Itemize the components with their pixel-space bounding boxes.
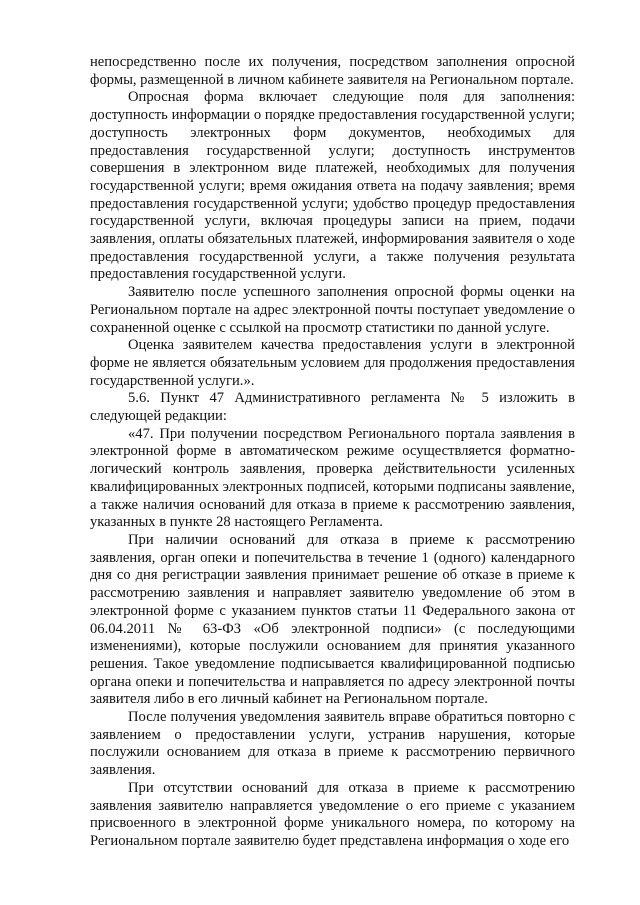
paragraph-survey-fields: Опросная форма включает следующие поля для заполнения: доступность информации о порядке предоставления государственной услуги; доступность электронных форм документов, необходимых для предоставления государственной услуги; доступность инструментов совершения в электронном виде платежей, необходимых для получения государственной услуги; время ожидания ответа на подачу заявления; время предоставления государственной услуги; удобство процедур предоставления государственной услуги, включая процедуры записи на прием, подачи заявления, оплаты обязательных платежей, информирования заявителя о ходе предоставления государственной услуги, а также получения результата предоставления государственной услуги.: [90, 89, 575, 283]
paragraph-notification: Заявителю после успешного заполнения опросной формы оценки на Региональном портале на адрес электронной почты поступает уведомление о сохраненной оценке с ссылкой на просмотр статистики по данной услуге.: [90, 284, 575, 336]
paragraph-continuation: непосредственно после их получения, посредством заполнения опросной формы, размещенной в личном кабинете заявителя на Региональном портале.: [90, 54, 575, 88]
paragraph-evaluation: Оценка заявителем качества предоставления услуги в электронной форме не является обязательным условием для продолжения предоставления государственной услуги.».: [90, 337, 575, 389]
paragraph-refusal-grounds: При наличии оснований для отказа в приеме к рассмотрению заявления, орган опеки и попечительства в течение 1 (одного) календарного дня со дня регистрации заявления принимает решение об отказе в приеме к рассмотрению заявления и направляет заявителю уведомление об этом в электронной форме с указанием пунктов статьи 11 Федерального закона от 06.04.2011 № 63-ФЗ «Об электронной подписи» (с последующими изменениями), которые послужили основанием для принятия указанного решения. Такое уведомление подписывается квалифицированной подписью органа опеки и попечительства и направляется по адресу электронной почты заявителя либо в его личный кабинет на Региональном портале.: [90, 531, 575, 708]
paragraph-clause-5-6: 5.6. Пункт 47 Административного регламента № 5 изложить в следующей редакции:: [90, 390, 575, 425]
document-page: [90, 54, 575, 851]
paragraph-item-47: «47. При получении посредством Регионального портала заявления в электронной форме в автоматическом режиме осуществляется форматно-логический контроль заявления, проверка действительности усиленных квалифицированных электронных подписей, которыми подписаны заявление, а также наличия оснований для отказа в приеме к рассмотрению заявления, указанных в пункте 28 настоящего Регламента.: [90, 425, 575, 531]
paragraph-acceptance: При отсутствии оснований для отказа в приеме к рассмотрению заявления заявителю направляется уведомление о его приеме с указанием присвоенного в электронной форме уникального номера, по которому на Региональном портале заявителю будет представлена информация о ходе его: [90, 779, 575, 849]
paragraph-reapply: После получения уведомления заявитель вправе обратиться повторно с заявлением о предоставлении услуги, устранив нарушения, которые послужили основанием для отказа в приеме к рассмотрению первичного заявления.: [90, 709, 575, 779]
